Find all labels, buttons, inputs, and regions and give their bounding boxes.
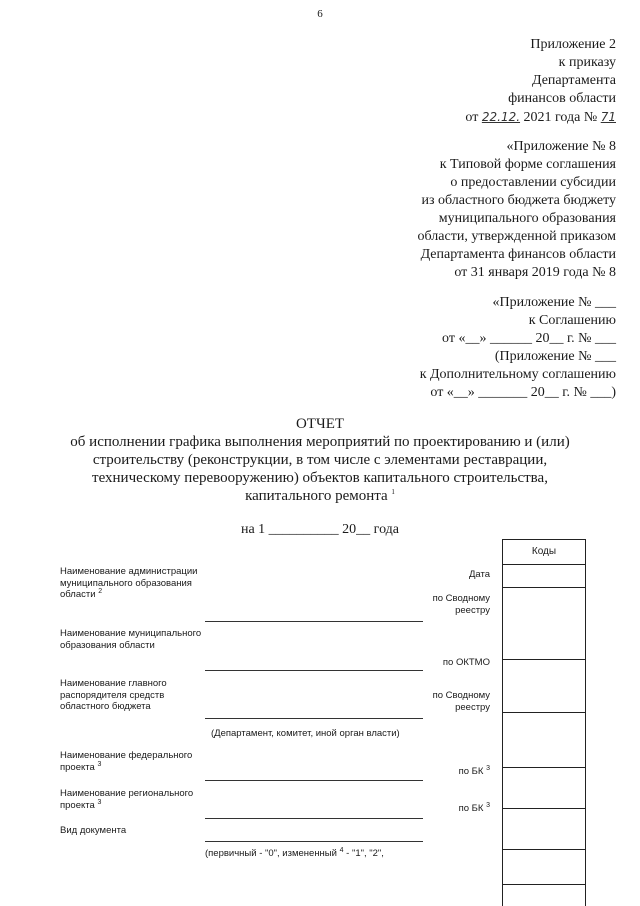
agreement-line: к Дополнительному соглашению xyxy=(419,367,616,382)
codes-header: Коды xyxy=(503,540,585,565)
appendix8-line: муниципального образования xyxy=(438,211,616,226)
appendix8-line: области, утвержденной приказом xyxy=(417,229,616,244)
field-label-doc-type: Вид документа xyxy=(60,825,127,836)
appendix8-line: из областного бюджета бюджету xyxy=(421,193,616,208)
right-label-oktmo: по ОКТМО xyxy=(442,657,490,668)
agreement-line: (Приложение № ___ xyxy=(494,349,616,364)
handwritten-number: 71 xyxy=(600,110,616,124)
code-cell-bk[interactable] xyxy=(503,768,585,809)
right-label-registry: по Сводному реестру xyxy=(432,593,490,616)
right-label-registry-2: по Сводному реестру xyxy=(432,690,490,713)
appendix-line: к приказу xyxy=(558,55,616,70)
department-hint: (Департамент, комитет, иной орган власти) xyxy=(211,728,400,739)
field-label-main-manager: Наименование главного распорядителя средств областного бюджета xyxy=(60,678,167,712)
agreement-line: «Приложение № ___ xyxy=(492,295,616,310)
right-label-bk-2: по БК $^3$ xyxy=(458,801,490,814)
appendix8-line: от 31 января 2019 года № 8 xyxy=(454,265,616,280)
appendix-line: Департамента xyxy=(531,73,616,88)
agreement-line: от «__» ______ 20__ г. № ___ xyxy=(442,331,616,346)
right-label-bk: по БК $^3$ xyxy=(458,764,490,777)
agreement-line: к Соглашению xyxy=(528,313,616,328)
report-subtitle-line: техническому перевооружению) объектов капитального строительства, xyxy=(92,470,548,486)
date-prefix: от xyxy=(465,110,479,125)
field-label-federal-project: Наименование федерального проекта $^3$ xyxy=(60,750,193,773)
handwritten-date: 22.12. xyxy=(481,110,521,124)
code-cell-registry-2[interactable] xyxy=(503,713,585,768)
field-line-administration[interactable] xyxy=(205,621,423,622)
report-subtitle-line: об исполнении графика выполнения мероприятий по проектированию и (или) xyxy=(70,434,570,450)
report-subtitle-line: капитального ремонта $^1$ xyxy=(245,488,395,504)
codes-column xyxy=(502,539,586,906)
code-cell-doc-type[interactable] xyxy=(503,850,585,885)
appendix8-line: к Типовой форме соглашения xyxy=(439,157,616,172)
page-number: 6 xyxy=(317,8,323,20)
field-line-federal-project[interactable] xyxy=(205,780,423,781)
right-label-date: Дата xyxy=(468,569,490,580)
doc-type-hint: (первичный - "0", измененный $^4$ - "1", "2", xyxy=(205,846,384,859)
appendix8-line: Департамента финансов области xyxy=(420,247,616,262)
appendix8-line: о предоставлении субсидии xyxy=(450,175,616,190)
field-label-administration: Наименование администрации муниципального образования области $^2$ xyxy=(60,566,198,600)
code-cell-oktmo[interactable] xyxy=(503,660,585,713)
appendix8-block xyxy=(418,138,616,282)
date-suffix: 2021 года № xyxy=(523,110,598,125)
field-line-main-manager[interactable] xyxy=(205,718,423,719)
appendix-line: финансов области xyxy=(508,91,616,106)
agreement-line: от «__» _______ 20__ г. № ___) xyxy=(430,385,616,400)
field-label-municipality: Наименование муниципального образования области xyxy=(60,628,202,651)
footnote-mark: 1 xyxy=(391,488,395,496)
appendix8-line: «Приложение № 8 xyxy=(506,139,616,154)
field-line-regional-project[interactable] xyxy=(205,818,423,819)
appendix-block xyxy=(465,36,616,127)
report-title: ОТЧЕТ xyxy=(295,416,345,432)
code-cell-bk-2[interactable] xyxy=(503,809,585,850)
appendix-date-line xyxy=(465,108,616,127)
code-cell-registry[interactable] xyxy=(503,588,585,660)
field-label-regional-project: Наименование регионального проекта $^3$ xyxy=(60,788,194,811)
field-line-doc-type[interactable] xyxy=(205,841,423,842)
report-date-line: на 1 __________ 20__ года xyxy=(240,522,400,537)
field-line-municipality[interactable] xyxy=(205,670,423,671)
code-cell-date[interactable] xyxy=(503,565,585,588)
appendix-line: Приложение 2 xyxy=(530,37,616,52)
report-subtitle-line: строительству (реконструкции, в том числе с элементами реставрации, xyxy=(92,452,548,468)
report-title-block xyxy=(60,415,580,505)
agreement-block xyxy=(420,294,616,402)
